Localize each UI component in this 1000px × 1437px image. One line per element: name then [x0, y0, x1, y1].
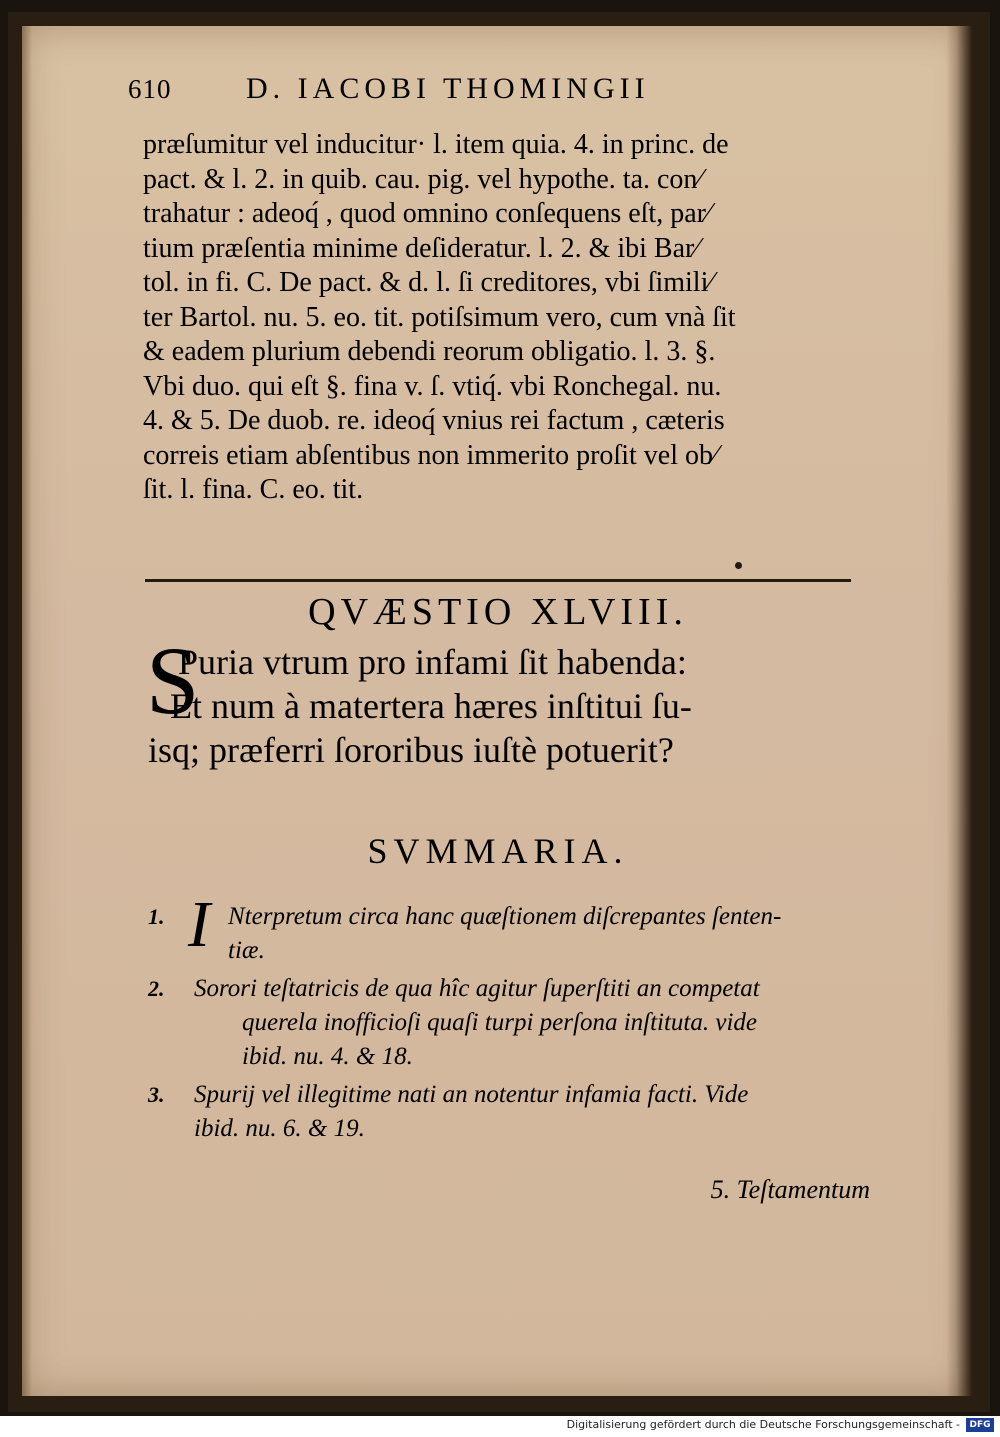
drop-cap: S	[146, 627, 200, 734]
item-number: 1.	[148, 904, 165, 929]
item-number: 2.	[148, 976, 165, 1001]
summary-item	[148, 1078, 878, 1146]
summary-list	[148, 888, 878, 1150]
summaria-heading: SVMMARIA.	[367, 831, 629, 871]
text-line: ter Bartol. nu. 5. eo. tit. potiſsimum vero, cum vnà ſit	[143, 301, 736, 333]
question-line: Et num à matertera hæres inſtitui ſu-	[170, 686, 692, 726]
funding-credit: Digitalisierung gefördert durch die Deutsche Forschungsgemeinschaft -	[566, 1418, 960, 1431]
digitization-footer	[0, 1416, 1000, 1437]
question-line: Puria vtrum pro infami ſit habenda:	[178, 642, 687, 682]
summary-item	[148, 972, 878, 1074]
item-number: 3.	[148, 1082, 165, 1107]
item-line: ibid. nu. 4. & 18.	[242, 1043, 413, 1070]
item-line: tiæ.	[228, 937, 265, 964]
question-line: isq; præferri ſororibus iuſtè potuerit?	[148, 730, 674, 770]
text-line: tium præſentia minime deſideratur. l. 2. & ibi Bar⁄	[143, 232, 700, 264]
text-line: tol. in fi. C. De pact. & d. l. ſi creditores, vbi ſimili⁄	[143, 267, 714, 298]
catchword: 5. Teſtamentum	[710, 1175, 870, 1204]
drop-cap: I	[188, 888, 210, 961]
dfg-logo-icon: DFG	[966, 1418, 994, 1432]
ornament-dot	[735, 562, 742, 569]
text-line: 4. & 5. De duob. re. ideoq́ vnius rei factum , cæteris	[143, 405, 725, 436]
item-line: Spurij vel illegitime nati an notentur infamia facti. Vide	[194, 1081, 749, 1108]
text-line: ſit. l. fina. C. eo. tit.	[143, 474, 364, 505]
question-heading: QVÆSTIO XLVIII.	[308, 591, 688, 633]
body-paragraph	[143, 128, 863, 508]
item-line: querela inofficioſi quaſi turpi perſona inſtituta. vide	[242, 1009, 758, 1036]
text-line: correis etiam abſentibus non immerito proſit vel ob⁄	[143, 439, 718, 471]
page-number: 610	[128, 74, 172, 104]
text-line: Vbi duo. qui eſt §. fina v. ſ. vtiq́. vbi Ronchegal. nu.	[143, 370, 722, 402]
running-title: D. IACOBI THOMINGII	[246, 72, 650, 105]
item-line: Sorori teſtatricis de qua hîc agitur ſuperſtiti an competat	[194, 975, 760, 1002]
text-line: pact. & l. 2. in quib. cau. pig. vel hypothe. ta. con⁄	[143, 163, 703, 195]
section-divider	[145, 579, 851, 582]
summary-item	[148, 888, 878, 968]
running-head	[128, 74, 808, 114]
text-line: præſumitur vel inducitur· l. item quia. 4. in princ. de	[143, 129, 729, 160]
page-edge-shadow	[946, 26, 972, 1396]
item-line: ibid. nu. 6. & 19.	[194, 1115, 365, 1142]
text-line: trahatur : adeoq́ , quod omnino conſequens eſt, par⁄	[143, 198, 711, 229]
question-text	[146, 627, 868, 772]
item-line: Nterpretum circa hanc quæſtionem diſcrepantes ſenten-	[228, 903, 782, 930]
text-line: & eadem plurium debendi reorum obligatio. l. 3. §.	[143, 336, 716, 367]
